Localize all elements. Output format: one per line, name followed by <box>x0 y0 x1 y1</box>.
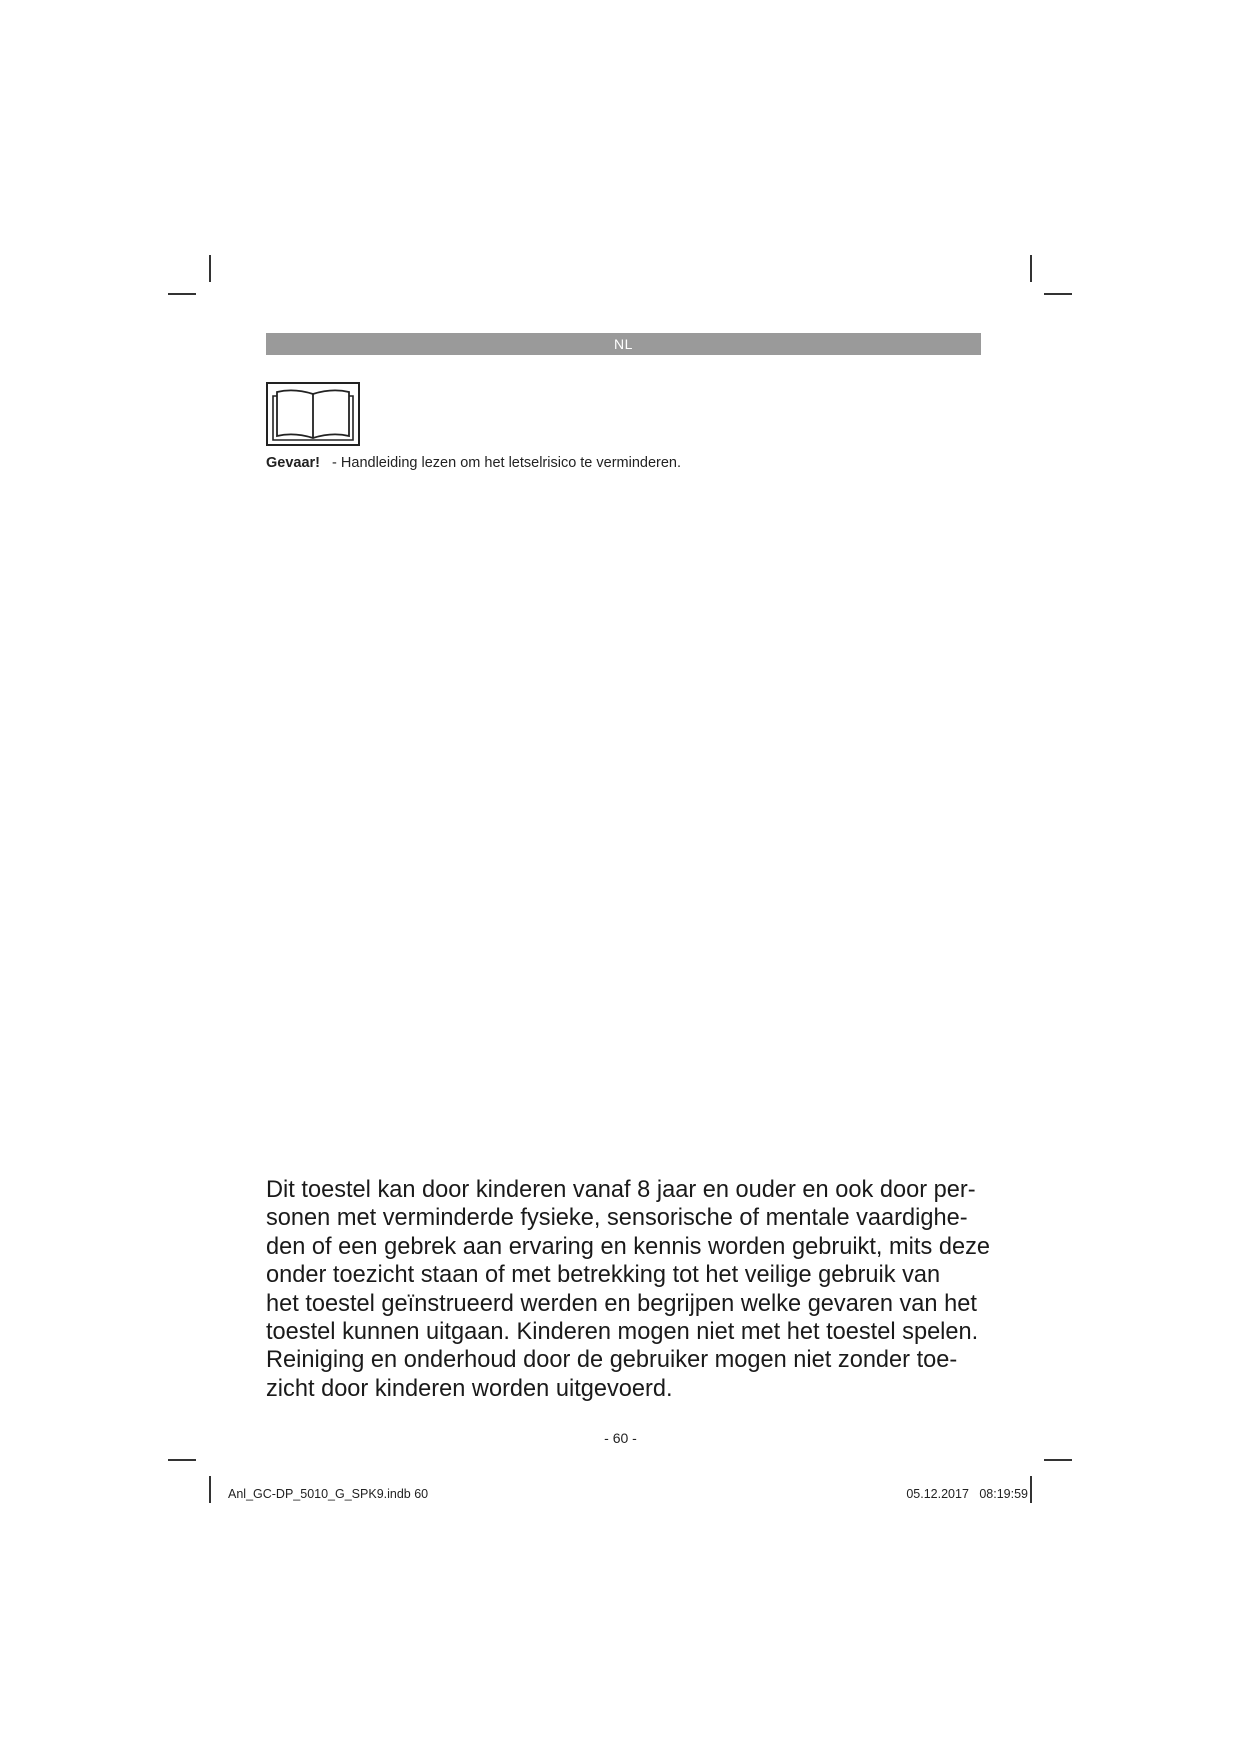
crop-mark-top-right-horizontal <box>1044 293 1072 295</box>
crop-mark-bottom-right-horizontal <box>1044 1459 1072 1461</box>
paragraph-line: het toestel geïnstrueerd werden en begrijpen welke gevaren van het <box>266 1290 977 1317</box>
language-header-bar <box>266 333 981 355</box>
print-date: 05.12.2017 <box>906 1487 969 1501</box>
crop-mark-top-left-horizontal <box>168 293 196 295</box>
read-manual-book-icon <box>266 382 360 446</box>
crop-mark-bottom-right-vertical <box>1030 1476 1032 1503</box>
paragraph-line: Reiniging en onderhoud door de gebruiker mogen niet zonder toe- <box>266 1347 958 1374</box>
crop-mark-top-left-vertical <box>209 255 211 282</box>
print-timestamp <box>906 1487 1028 1501</box>
print-time: 08:19:59 <box>979 1487 1028 1501</box>
language-code: NL <box>614 336 633 352</box>
crop-mark-top-right-vertical <box>1030 255 1032 282</box>
print-file-name: Anl_GC-DP_5010_G_SPK9.indb 60 <box>228 1487 429 1501</box>
paragraph-line: Dit toestel kan door kinderen vanaf 8 jaar en ouder en ook door per- <box>266 1177 976 1203</box>
safety-paragraph <box>266 1176 990 1403</box>
crop-mark-bottom-left-horizontal <box>168 1459 196 1461</box>
paragraph-line: den of een gebrek aan ervaring en kennis worden gebruikt, mits deze <box>266 1233 990 1260</box>
paragraph-line: zicht door kinderen worden uitgevoerd. <box>266 1375 673 1402</box>
crop-mark-bottom-left-vertical <box>209 1476 211 1503</box>
paragraph-line: onder toezicht staan of met betrekking tot het veilige gebruik van <box>266 1262 941 1289</box>
page-number: - 60 - <box>604 1430 637 1446</box>
warning-label: Gevaar! <box>266 455 321 471</box>
warning-line <box>266 455 681 471</box>
warning-text: - Handleiding lezen om het letselrisico te verminderen. <box>332 455 682 471</box>
paragraph-line: toestel kunnen uitgaan. Kinderen mogen niet met het toestel spelen. <box>266 1319 979 1346</box>
paragraph-line: sonen met verminderde fysieke, sensorische of mentale vaardighe- <box>266 1205 968 1232</box>
